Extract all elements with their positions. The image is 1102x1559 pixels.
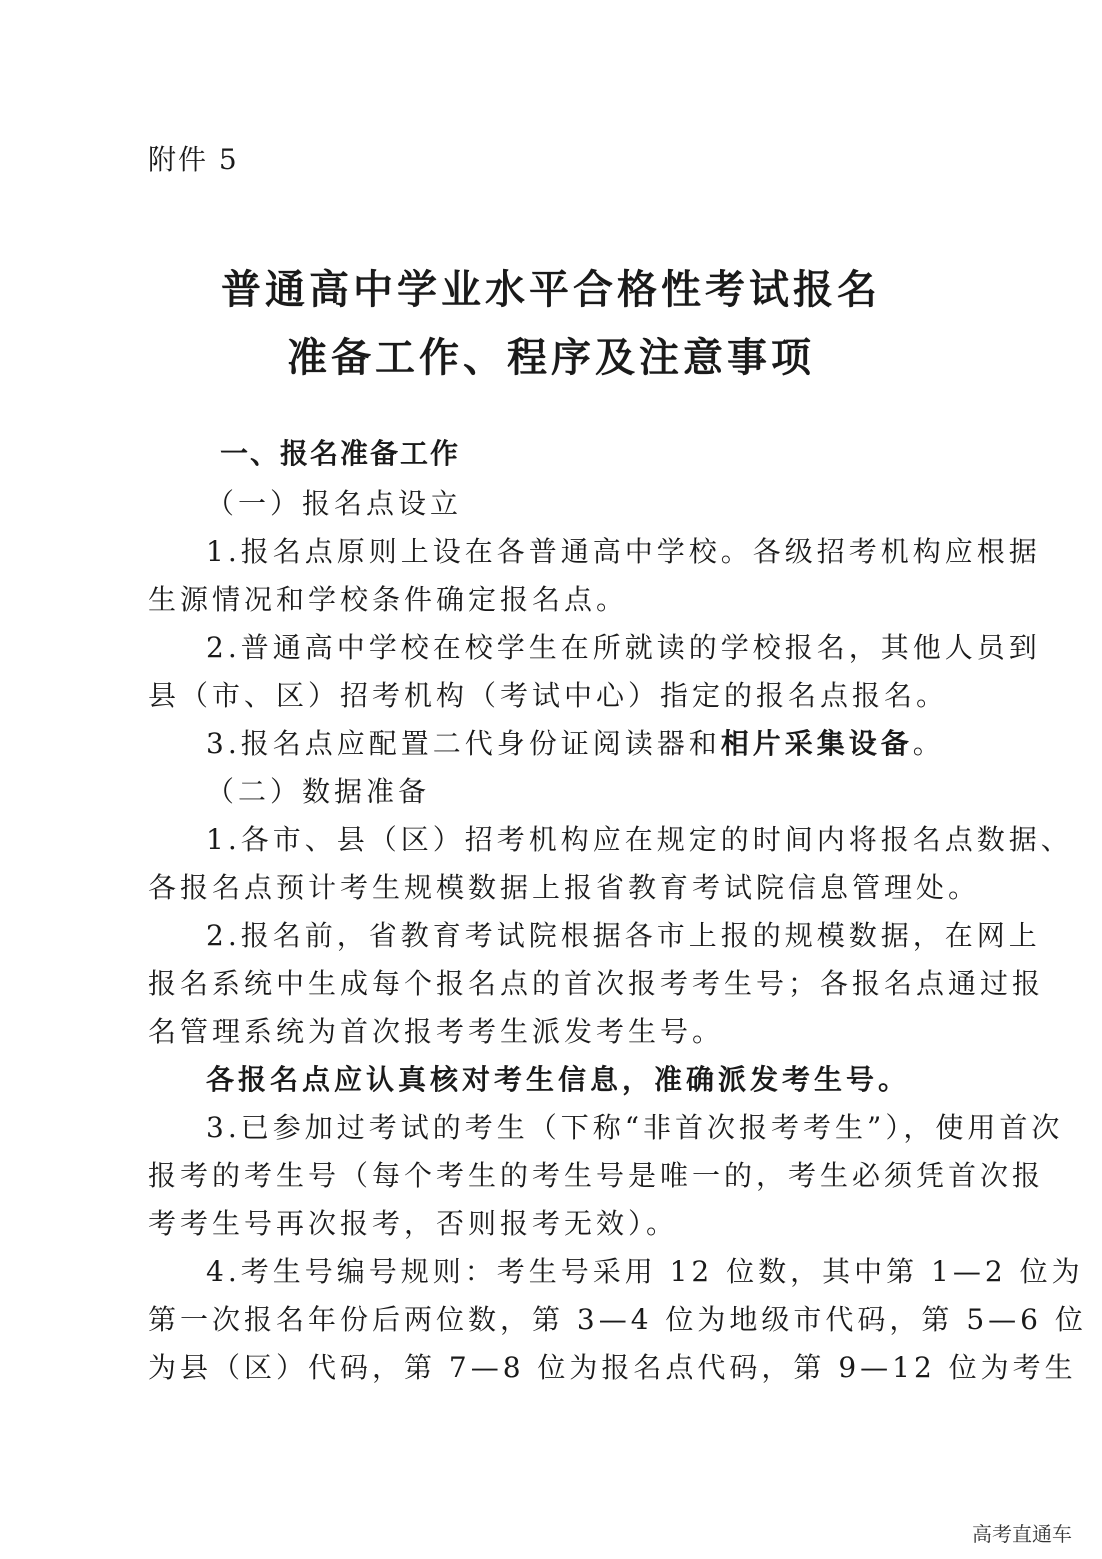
paragraph-line: 2.报名前，省教育考试院根据各市上报的规模数据，在网上 — [206, 919, 1041, 952]
doc-title-line1: 普通高中学业水平合格性考试报名 — [221, 267, 881, 313]
paragraph-text: 。 — [912, 727, 945, 760]
paragraph-line: 生源情况和学校条件确定报名点。 — [148, 583, 629, 616]
paragraph-line: 为县（区）代码，第 7—8 位为报名点代码，第 9—12 位为考生 — [148, 1351, 1077, 1384]
bold-text: 相片采集设备 — [720, 727, 913, 760]
paragraph-line: 名管理系统为首次报考考生派发考生号。 — [148, 1015, 725, 1048]
paragraph-line: 1.报名点原则上设在各普通高中学校。各级招考机构应根据 — [206, 535, 1041, 568]
paragraph-line: 各报名点预计考生规模数据上报省教育考试院信息管理处。 — [148, 871, 981, 904]
attachment-label: 附件 5 — [148, 143, 239, 176]
watermark-footer: 高考直通车 — [972, 1522, 1072, 1546]
paragraph-line: 报考的考生号（每个考生的考生号是唯一的，考生必须凭首次报 — [148, 1159, 1045, 1192]
paragraph-line: 县（市、区）招考机构（考试中心）指定的报名点报名。 — [148, 679, 949, 712]
subsection-heading-2: （二）数据准备 — [206, 775, 431, 808]
bold-paragraph: 各报名点应认真核对考生信息，准确派发考生号。 — [206, 1063, 911, 1096]
paragraph-line: 报名系统中生成每个报名点的首次报考考生号；各报名点通过报 — [148, 967, 1045, 1000]
subsection-heading-1: （一）报名点设立 — [206, 487, 463, 520]
doc-title-line2: 准备工作、程序及注意事项 — [287, 335, 815, 381]
paragraph-line: 3.已参加过考试的考生（下称“非首次报考考生”），使用首次 — [206, 1111, 1064, 1144]
section-heading: 一、报名准备工作 — [220, 437, 461, 470]
paragraph-line: 第一次报名年份后两位数，第 3—4 位为地级市代码，第 5—6 位 — [148, 1303, 1087, 1336]
paragraph-line: 考考生号再次报考，否则报考无效）。 — [148, 1207, 679, 1240]
paragraph-line — [206, 722, 1036, 762]
paragraph-line: 2.普通高中学校在校学生在所就读的学校报名，其他人员到 — [206, 631, 1041, 664]
paragraph-line: 4.考生号编号规则：考生号采用 12 位数，其中第 1—2 位为 — [206, 1255, 1084, 1288]
paragraph-text: 3.报名点应配置二代身份证阅读器和 — [206, 727, 721, 760]
paragraph-line: 1.各市、县（区）招考机构应在规定的时间内将报名点数据、 — [206, 823, 1073, 856]
